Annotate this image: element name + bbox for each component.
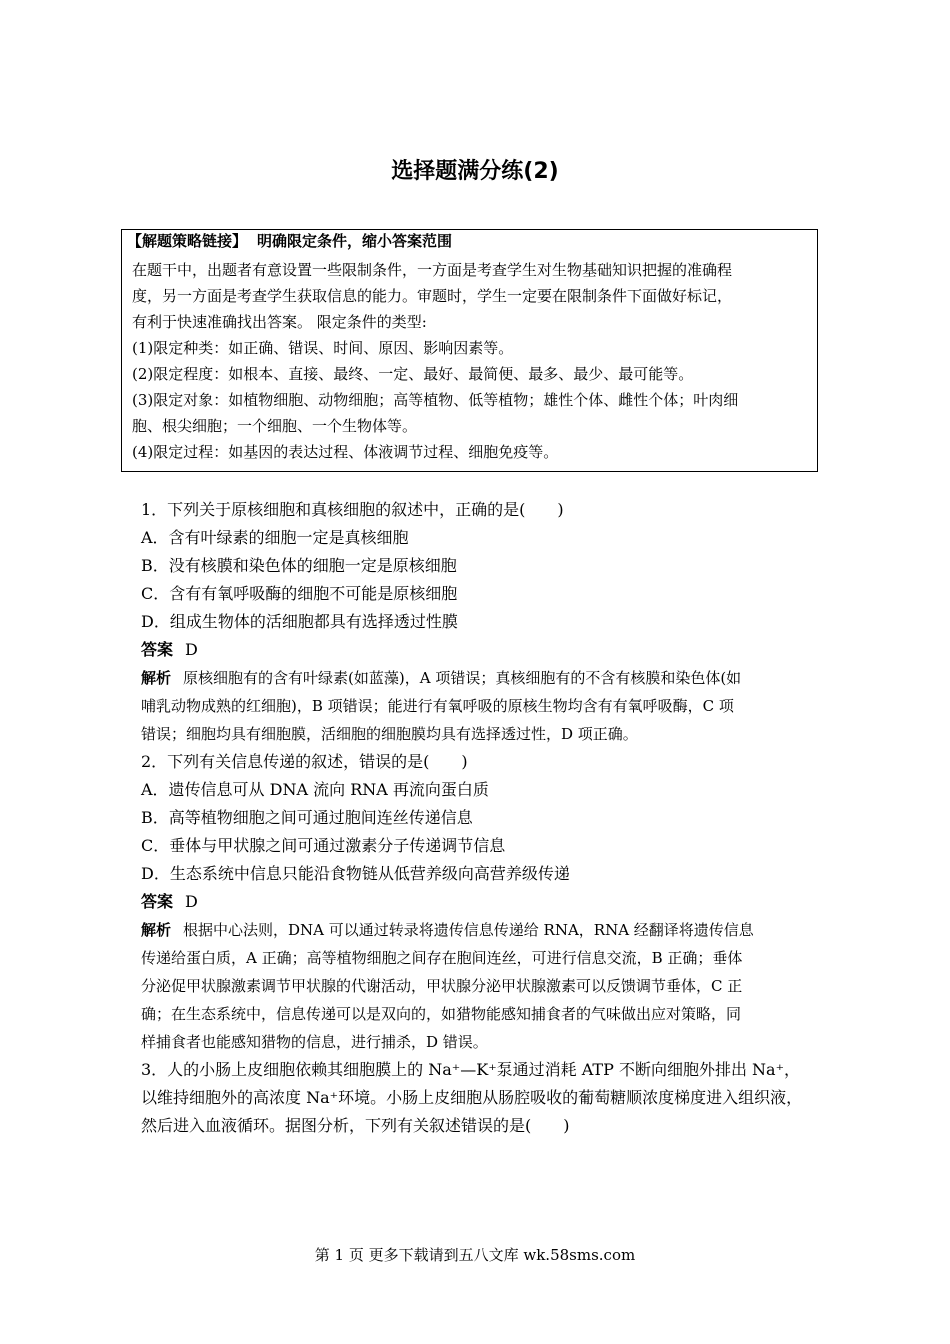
explanation-line [141,664,821,692]
explanation-line: 分泌促甲状腺激素调节甲状腺的代谢活动，甲状腺分泌甲状腺激素可以反馈调节垂体，C 正 [141,977,743,995]
strategy-line: 度，另一方面是考查学生获取信息的能力。审题时，学生一定要在限制条件下面做好标记， [132,287,733,305]
question-stem: 然后进入血液循环。据图分析，下列有关叙述错误的是( ) [141,1116,570,1135]
option-c: C．含有有氧呼吸酶的细胞不可能是原核细胞 [141,584,458,603]
option-a: A．含有叶绿素的细胞一定是真核细胞 [141,528,409,547]
explanation-text: 根据中心法则，DNA 可以通过转录将遗传信息传递给 RNA，RNA 经翻译将遗传信息 [183,921,754,939]
page-title: 选择题满分练(2) [391,159,559,184]
question-stem: 以维持细胞外的高浓度 Na⁺环境。小肠上皮细胞从肠腔吸收的葡萄糖顺浓度梯度进入组织液， [141,1088,803,1107]
strategy-line: 胞、根尖细胞；一个细胞、一个生物体等。 [132,417,418,435]
question-stem: 1．下列关于原核细胞和真核细胞的叙述中，正确的是( ) [141,500,564,519]
explanation-line: 错误；细胞均具有细胞膜，活细胞的细胞膜均具有选择透过性，D 项正确。 [141,725,638,743]
explanation-line: 传递给蛋白质，A 正确；高等植物细胞之间存在胞间连丝，可进行信息交流，B 正确；垂体 [141,949,743,967]
option-b: B．没有核膜和染色体的细胞一定是原核细胞 [141,556,457,575]
option-a: A．遗传信息可从 DNA 流向 RNA 再流向蛋白质 [141,780,489,799]
strategy-heading: 明确限定条件，缩小答案范围 [257,232,453,250]
explanation-line [141,916,821,944]
option-d: D．组成生物体的活细胞都具有选择透过性膜 [141,612,458,631]
explanation-text: 原核细胞有的含有叶绿素(如蓝藻)，A 项错误；真核细胞有的不含有核膜和染色体(如 [183,669,742,687]
strategy-line: (1)限定种类：如正确、错误、时间、原因、影响因素等。 [132,339,514,357]
strategy-line: (4)限定过程：如基因的表达过程、体液调节过程、细胞免疫等。 [132,443,559,461]
explanation-line: 哺乳动物成熟的红细胞)，B 项错误；能进行有氧呼吸的原核生物均含有有氧呼吸酶，C 项 [141,697,734,715]
page-footer: 第 1 页 更多下载请到五八文库 wk.58sms.com [314,1246,636,1264]
question-stem: 2．下列有关信息传递的叙述，错误的是( ) [141,752,468,771]
answer-value: D [185,892,198,911]
answer-line [141,636,821,664]
option-c: C．垂体与甲状腺之间可通过激素分子传递调节信息 [141,836,506,855]
strategy-line: 在题干中，出题者有意设置一些限制条件，一方面是考查学生对生物基础知识把握的准确程 [132,261,733,279]
option-b: B．高等植物细胞之间可通过胞间连丝传递信息 [141,808,473,827]
strategy-box [121,229,818,472]
answer-label: 答案 [141,892,174,911]
answer-value: D [185,640,198,659]
strategy-line: (2)限定程度：如根本、直接、最终、一定、最好、最简便、最多、最少、最可能等。 [132,365,694,383]
strategy-header [127,231,807,251]
answer-line [141,888,821,916]
explanation-label: 解析 [141,921,172,939]
explanation-line: 确；在生态系统中，信息传递可以是双向的，如猎物能感知捕食者的气味做出应对策略，同 [141,1005,742,1023]
answer-label: 答案 [141,640,174,659]
strategy-line: 有利于快速准确找出答案。 限定条件的类型: [132,313,427,331]
explanation-label: 解析 [141,669,172,687]
option-d: D．生态系统中信息只能沿食物链从低营养级向高营养级传递 [141,864,570,883]
question-stem: 3．人的小肠上皮细胞依赖其细胞膜上的 Na⁺—K⁺泵通过消耗 ATP 不断向细胞外排出 Na⁺， [141,1060,801,1079]
strategy-line: (3)限定对象：如植物细胞、动物细胞；高等植物、低等植物；雄性个体、雌性个体；叶肉细 [132,391,739,409]
explanation-line: 样捕食者也能感知猎物的信息，进行捕杀，D 错误。 [141,1033,488,1051]
strategy-label: 【解题策略链接】 [127,232,248,250]
question-list [141,496,821,1140]
